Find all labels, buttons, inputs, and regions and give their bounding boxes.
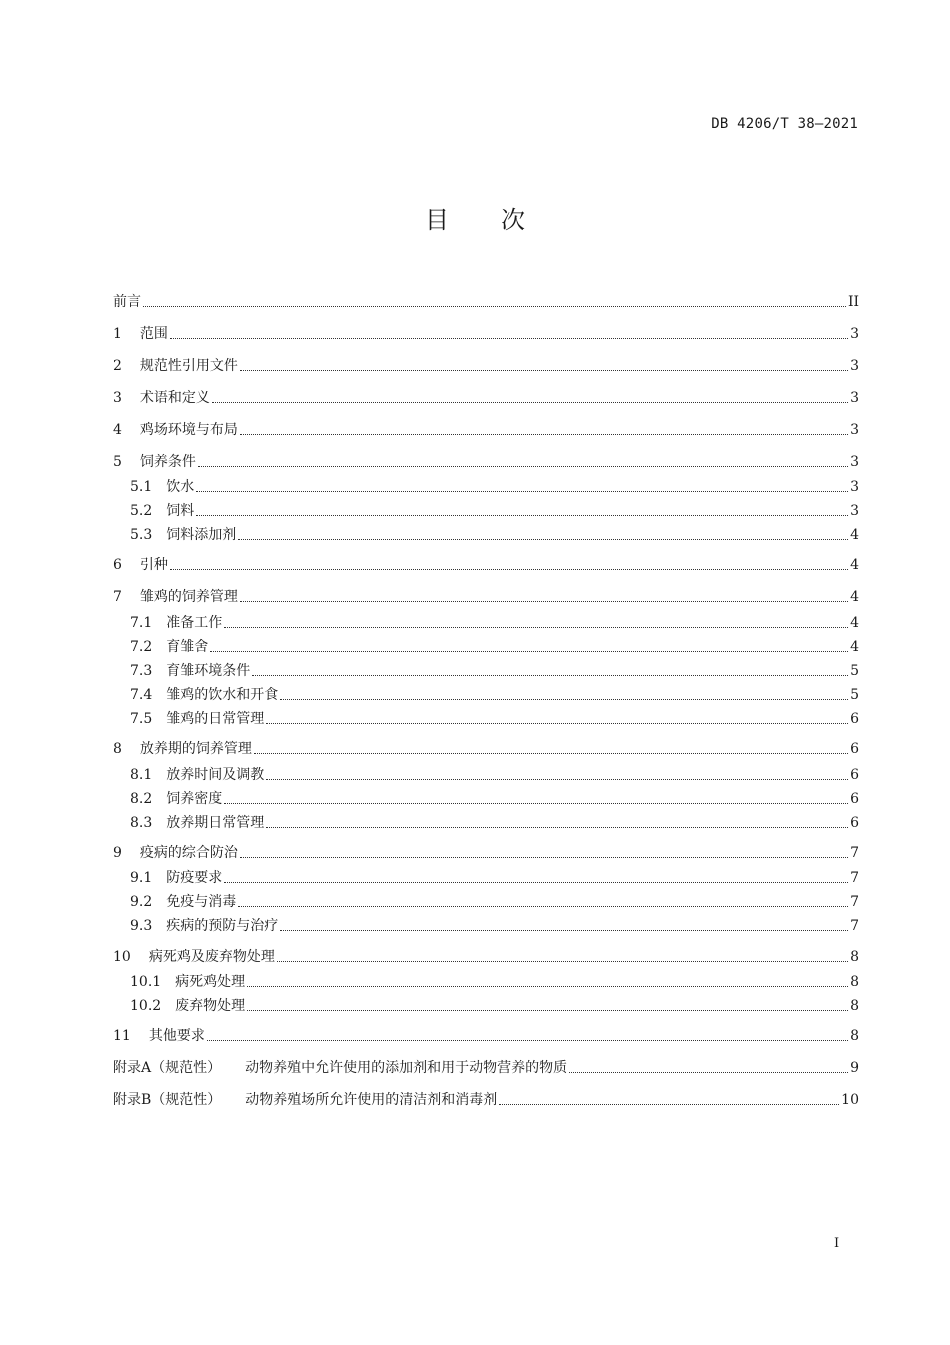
toc-leader-dots bbox=[212, 401, 848, 403]
toc-entry-label: 饮水 bbox=[166, 479, 195, 495]
toc-entry[interactable] bbox=[113, 417, 859, 439]
toc-entry[interactable] bbox=[113, 658, 859, 680]
toc-entry[interactable] bbox=[113, 385, 859, 407]
toc-leader-dots bbox=[254, 752, 848, 754]
toc-entry-label: 范围 bbox=[139, 326, 168, 342]
toc-entry-number: 8.1 bbox=[130, 767, 153, 783]
toc-leader-dots bbox=[207, 1039, 848, 1041]
toc-entry[interactable] bbox=[113, 634, 859, 656]
toc-entry-label: 放养期的饲养管理 bbox=[139, 741, 252, 757]
toc-entry-page: 7 bbox=[850, 870, 859, 886]
toc-entry-label: 放养期日常管理 bbox=[166, 815, 265, 831]
toc-entry[interactable] bbox=[113, 993, 859, 1015]
toc-entry[interactable] bbox=[113, 321, 859, 343]
toc-leader-dots bbox=[224, 802, 848, 804]
toc-entry-label: 雏鸡的饲养管理 bbox=[139, 589, 238, 605]
toc-entry-label: 鸡场环境与布局 bbox=[139, 422, 238, 438]
toc-leader-dots bbox=[238, 905, 848, 907]
toc-leader-dots bbox=[240, 369, 848, 371]
toc-entry-page: 8 bbox=[850, 949, 859, 965]
toc-entry[interactable] bbox=[113, 353, 859, 375]
toc-leader-dots bbox=[280, 698, 848, 700]
toc-entry-page: 10 bbox=[841, 1092, 859, 1108]
toc-entry-label: 动物养殖中允许使用的添加剂和用于动物营养的物质 bbox=[245, 1060, 568, 1076]
toc-entry[interactable] bbox=[113, 1023, 859, 1045]
toc-entry-page: 4 bbox=[850, 527, 859, 543]
toc-entry-label: 病死鸡及废弃物处理 bbox=[148, 949, 275, 965]
toc-entry-number: 7.1 bbox=[130, 615, 153, 631]
toc-leader-dots bbox=[240, 600, 848, 602]
toc-entry-number: 1 bbox=[113, 326, 122, 342]
toc-entry-label: 疫病的综合防治 bbox=[139, 845, 238, 861]
toc-entry-label: 准备工作 bbox=[166, 615, 223, 631]
toc-entry-number: 10.1 bbox=[130, 974, 162, 990]
toc-entry[interactable] bbox=[113, 736, 859, 758]
toc-entry-number: 7 bbox=[113, 589, 122, 605]
toc-entry-label: 引种 bbox=[139, 557, 168, 573]
toc-entry-number: 9.3 bbox=[130, 918, 153, 934]
toc-entry-page: 9 bbox=[850, 1060, 859, 1076]
toc-leader-dots bbox=[266, 722, 848, 724]
toc-entry-page: 8 bbox=[850, 974, 859, 990]
toc-entry-label: 废弃物处理 bbox=[175, 998, 246, 1014]
toc-entry[interactable] bbox=[113, 449, 859, 471]
toc-entry-number: 7.2 bbox=[130, 639, 153, 655]
toc-entry-label: 规范性引用文件 bbox=[139, 358, 238, 374]
toc-leader-dots bbox=[143, 305, 846, 307]
toc-entry-label: 术语和定义 bbox=[139, 390, 210, 406]
toc-entry[interactable] bbox=[113, 552, 859, 574]
toc-entry[interactable] bbox=[113, 786, 859, 808]
toc-leader-dots bbox=[266, 778, 848, 780]
toc-leader-dots bbox=[240, 433, 848, 435]
toc-entry-label: 育雏环境条件 bbox=[166, 663, 251, 679]
toc-entry-number: 7.5 bbox=[130, 711, 153, 727]
toc-entry-label: 饲料 bbox=[166, 503, 195, 519]
toc-entry-page: 8 bbox=[850, 998, 859, 1014]
toc-entry-number: 5 bbox=[113, 454, 122, 470]
toc-entry-page: 6 bbox=[850, 711, 859, 727]
toc-entry[interactable] bbox=[113, 810, 859, 832]
toc-entry-number: 7.4 bbox=[130, 687, 153, 703]
toc-entry-number: 6 bbox=[113, 557, 122, 573]
toc-entry-label: 雏鸡的饮水和开食 bbox=[166, 687, 279, 703]
toc-entry-page: 5 bbox=[850, 687, 859, 703]
toc-entry-page: 6 bbox=[850, 791, 859, 807]
toc-entry-number: 9.2 bbox=[130, 894, 153, 910]
toc-leader-dots bbox=[280, 929, 848, 931]
toc-entry-number: 10.2 bbox=[130, 998, 162, 1014]
toc-leader-dots bbox=[252, 674, 848, 676]
toc-entry-page: 6 bbox=[850, 815, 859, 831]
toc-entry-page: 4 bbox=[850, 589, 859, 605]
toc-entry-page: 4 bbox=[850, 615, 859, 631]
toc-leader-dots bbox=[569, 1071, 848, 1073]
toc-entry[interactable] bbox=[113, 682, 859, 704]
toc-entry-label: 放养时间及调教 bbox=[166, 767, 265, 783]
toc-leader-dots bbox=[210, 650, 848, 652]
toc-entry-label: 饲养条件 bbox=[139, 454, 196, 470]
toc-entry-number: 附录B（规范性） bbox=[113, 1092, 222, 1108]
toc-entry-number: 5.3 bbox=[130, 527, 153, 543]
toc-entry-number: 8 bbox=[113, 741, 122, 757]
toc-entry-label: 其他要求 bbox=[148, 1028, 205, 1044]
toc-entry-page: 3 bbox=[850, 454, 859, 470]
toc-entry-label: 免疫与消毒 bbox=[166, 894, 237, 910]
toc-leader-dots bbox=[170, 568, 848, 570]
toc-entry-label: 病死鸡处理 bbox=[175, 974, 246, 990]
toc-entry-number: 4 bbox=[113, 422, 122, 438]
page-title: 目次 bbox=[425, 206, 577, 234]
toc-entry[interactable] bbox=[113, 1055, 859, 1077]
toc-entry-number: 7.3 bbox=[130, 663, 153, 679]
toc-entry-number: 8.2 bbox=[130, 791, 153, 807]
toc-entry-number: 10 bbox=[113, 949, 131, 965]
toc-entry-number: 8.3 bbox=[130, 815, 153, 831]
page-number: I bbox=[834, 1236, 840, 1251]
toc-entry-label: 前言 bbox=[113, 294, 141, 310]
toc-entry[interactable] bbox=[113, 498, 859, 520]
toc-entry[interactable] bbox=[113, 289, 859, 311]
toc-entry-label: 疾病的预防与治疗 bbox=[166, 918, 279, 934]
toc-entry-page: 4 bbox=[850, 557, 859, 573]
toc-entry-label: 饲养密度 bbox=[166, 791, 223, 807]
toc-leader-dots bbox=[247, 1009, 848, 1011]
toc-entry-number: 11 bbox=[113, 1028, 131, 1044]
toc-entry-page: 3 bbox=[850, 479, 859, 495]
toc-entry[interactable] bbox=[113, 865, 859, 887]
toc-entry-page: 4 bbox=[850, 639, 859, 655]
toc-entry-number: 9.1 bbox=[130, 870, 153, 886]
toc-leader-dots bbox=[277, 960, 848, 962]
toc-entry-page: 3 bbox=[850, 422, 859, 438]
toc-leader-dots bbox=[224, 626, 848, 628]
toc-entry-page: 3 bbox=[850, 503, 859, 519]
toc-entry-page: 3 bbox=[850, 358, 859, 374]
toc-entry-label: 动物养殖场所允许使用的清洁剂和消毒剂 bbox=[245, 1092, 498, 1108]
toc-entry[interactable] bbox=[113, 944, 859, 966]
toc-entry[interactable] bbox=[113, 584, 859, 606]
toc-entry-number: 3 bbox=[113, 390, 122, 406]
toc-entry[interactable] bbox=[113, 762, 859, 784]
toc-entry-number: 5.2 bbox=[130, 503, 153, 519]
toc-entry-label: 防疫要求 bbox=[166, 870, 223, 886]
toc-entry-number: 附录A（规范性） bbox=[113, 1060, 222, 1076]
toc-entry-page: 6 bbox=[850, 741, 859, 757]
toc-entry[interactable] bbox=[113, 840, 859, 862]
toc-entry-page: 8 bbox=[850, 1028, 859, 1044]
toc-leader-dots bbox=[266, 826, 848, 828]
toc-entry-label: 雏鸡的日常管理 bbox=[166, 711, 265, 727]
toc-entry-number: 2 bbox=[113, 358, 122, 374]
toc-leader-dots bbox=[170, 337, 848, 339]
toc-entry-page: 7 bbox=[850, 918, 859, 934]
toc-entry-label: 育雏舍 bbox=[166, 639, 209, 655]
toc-entry-page: 3 bbox=[850, 390, 859, 406]
toc-entry-page: II bbox=[847, 294, 859, 310]
toc-entry-number: 5.1 bbox=[130, 479, 153, 495]
toc-entry-label: 饲料添加剂 bbox=[166, 527, 237, 543]
toc-entry[interactable] bbox=[113, 913, 859, 935]
toc-entry-number: 9 bbox=[113, 845, 122, 861]
toc-leader-dots bbox=[224, 881, 848, 883]
toc-entry[interactable] bbox=[113, 474, 859, 496]
toc-entry-page: 7 bbox=[850, 845, 859, 861]
toc-entry-page: 5 bbox=[850, 663, 859, 679]
toc-entry[interactable] bbox=[113, 522, 859, 544]
toc-leader-dots bbox=[499, 1103, 839, 1105]
toc-leader-dots bbox=[196, 490, 848, 492]
toc-entry[interactable] bbox=[113, 706, 859, 728]
toc-entry[interactable] bbox=[113, 889, 859, 911]
toc-entry-page: 6 bbox=[850, 767, 859, 783]
toc-entry[interactable] bbox=[113, 610, 859, 632]
toc-leader-dots bbox=[240, 856, 848, 858]
toc-entry[interactable] bbox=[113, 1087, 859, 1109]
toc-entry-page: 7 bbox=[850, 894, 859, 910]
toc-leader-dots bbox=[198, 465, 848, 467]
toc-entry[interactable] bbox=[113, 969, 859, 991]
toc-leader-dots bbox=[238, 538, 848, 540]
toc-leader-dots bbox=[196, 514, 848, 516]
document-code: DB 4206/T 38—2021 bbox=[711, 116, 858, 132]
toc-entry-page: 3 bbox=[850, 326, 859, 342]
toc-leader-dots bbox=[247, 985, 848, 987]
